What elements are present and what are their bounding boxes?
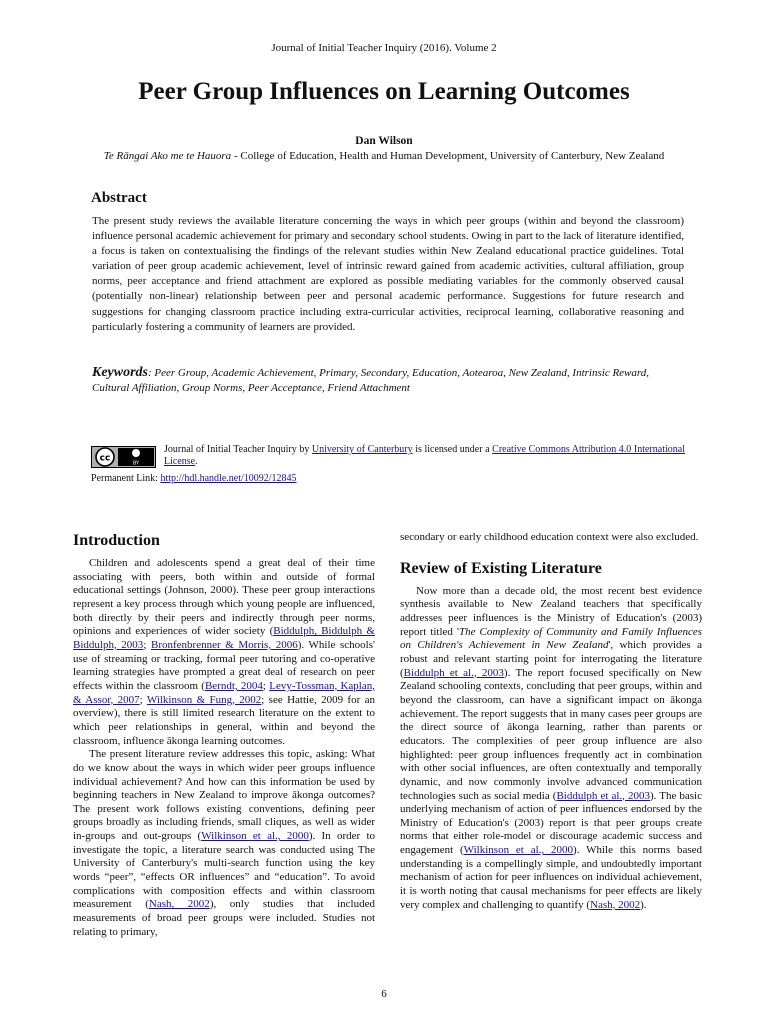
citation-link[interactable]: Berndt, 2004: [204, 679, 263, 692]
abstract-heading: Abstract: [91, 190, 147, 206]
citation-link[interactable]: Biddulph et al., 2003: [556, 789, 650, 802]
introduction-heading: Introduction: [73, 532, 160, 549]
text-span: ;: [143, 638, 151, 651]
text-span: ;: [262, 679, 270, 692]
affiliation-maori-name: Te Rāngai Ako me te Hauora: [103, 150, 232, 162]
citation-link[interactable]: Levy-Tossman, Kaplan, & Assor, 2007: [73, 679, 375, 706]
paper-title: Peer Group Influences on Learning Outcomes: [138, 78, 630, 105]
text-span: ). The basic underlying mechanism of action of peer influences endorsed by the Ministry of Education's (2003) report is that peer groups create norms that either role-model or discourage academic success and engagement (: [400, 789, 702, 857]
citation-link[interactable]: Nash, 2002: [148, 898, 210, 911]
text-span: ).: [640, 898, 647, 911]
text-span: Now more than a decade old, the most recent best evidence synthesis available to New Zealand teachers that specifically addresses peer influences is the Ministry of Education's (2003) report titled ': [400, 584, 702, 638]
citation-link[interactable]: Wilkinson & Fung, 2002: [146, 693, 262, 706]
text-span: ). While this norms based understanding is a compellingly simple, and undoubtedly important mechanism of action for peer influences on individual achievement, it is worth noting that causal mechanisms for peer effects are likely very complex and challenging to quantify (: [400, 844, 702, 911]
text-span: Children and adolescents spend a great deal of their time associating with peers, both within and outside of formal educational settings (Johnson, 2000). These peer group interactions represent a key process through which young people are influenced, both directly by their peers and indirectly through peer norms, opinions and experiences of wider society (: [73, 557, 375, 638]
abstract-text: The present study reviews the available literature concerning the ways in which peer groups (within and beyond the classroom) influence personal academic achievement for primary and secondary school students. Owing in part to the lack of literature identified, a focus is taken on contextualising the findings of the relevant studies within New Zealand educational practice guidelines. Total variation of peer group academic achievement, level of intrinsic reward gained from academic activities, cultural affiliation, group norms, peer acceptance and friend attachment are explored as possible mediating variables for the commonly observed causal (potentially non-linear) relationship between peer and personal academic performance. Suggestions for future research and suggestions for changing classroom practice including extra-curricular activities, reciprocal learning, collaborative reasoning and particularly fostering a community of learners are provided.: [92, 215, 684, 333]
keywords: [92, 365, 684, 396]
keywords-label: Keywords: [92, 365, 148, 380]
badge-by-text: BY: [132, 460, 140, 467]
author-affiliation: [0, 150, 768, 162]
badge-cc-text: cc: [99, 453, 111, 464]
text-span: ). The report focused specifically on New Zealand schooling contexts, concluding that peer groups, within and beyond the classroom, can have a significant impact on ākonga achievement. The report suggests that in many cases peer groups are the direct source of ākonga learning, rather than parents or educators. The complexities of peer group influence are also highlighted: peer group influences frequently act in combination with other social influences, are often contextually and temporally dynamic, and now commonly involve advanced communication technologies such as social media (: [400, 666, 703, 802]
introduction-paragraph-1: [73, 557, 375, 748]
university-link[interactable]: University of Canterbury: [311, 444, 413, 455]
permanent-link-label: Permanent Link:: [91, 473, 161, 484]
right-column: [400, 531, 702, 912]
text-span: ), only studies that included measurements of broad peer groups were included. Studies not relating to primary,: [73, 898, 375, 938]
text-span: ). While schools' use of streaming or tracking, formal peer tutoring and co-operative learning strategies have prompted a great deal of research on peer effects within the classroom (: [73, 638, 375, 692]
cc-license-link[interactable]: Creative Commons Attribution 4.0 International License: [164, 444, 685, 467]
text-span: ). In order to investigate the topic, a literature search was conducted using The University of Canterbury's multi-search function using the key words “peer”, “effects OR influences” and “education”. To avoid complications with composition effects and within classroom measurement (: [73, 830, 376, 911]
text-span: The present literature review addresses this topic, asking: What do we know about the ways in which wider peer groups influence individual achievement? And how can this information be used by beginning teachers in New Zealand to improve ākonga outcomes? The present work follows existing conventions, defining peer groups broadly as including friends, small cliques, as well as wider in-groups and out-groups (: [73, 748, 375, 843]
keywords-list: : Peer Group, Academic Achievement, Primary, Secondary, Education, Aotearoa, New Zealand, Intrinsic Reward, Cultural Affiliation, Group Norms, Peer Acceptance, Friend Attachment: [92, 367, 650, 394]
citation-link[interactable]: Wilkinson et al., 2000: [463, 844, 574, 857]
text-span: ;: [139, 693, 147, 706]
permanent-link[interactable]: http://hdl.handle.net/10092/12845: [160, 473, 297, 484]
affiliation-details: - College of Education, Health and Human Development, University of Canterbury, New Zealand: [231, 150, 665, 162]
license-text: .: [195, 455, 198, 467]
license-statement: [164, 444, 685, 467]
review-heading: Review of Existing Literature: [400, 559, 602, 577]
citation-link[interactable]: Wilkinson et al., 2000: [201, 830, 309, 843]
introduction-paragraph-2: [73, 748, 375, 939]
continued-paragraph: secondary or early childhood education context were also excluded.: [400, 531, 699, 543]
journal-header: Journal of Initial Teacher Inquiry (2016). Volume 2: [271, 42, 497, 54]
review-paragraph-1: [400, 585, 702, 913]
citation-link[interactable]: Biddulph, Biddulph & Biddulph, 2003: [73, 625, 375, 651]
citation-link[interactable]: Nash, 2002: [590, 898, 641, 911]
citation-link[interactable]: Bronfenbrenner & Morris, 2006: [150, 638, 298, 651]
author-name: Dan Wilson: [355, 135, 413, 147]
text-span: ', which provides a robust and relevant starting point for interrogating the literature (: [400, 639, 702, 679]
left-column: [73, 531, 375, 939]
license-text: Journal of Initial Teacher Inquiry by: [164, 444, 312, 455]
creative-commons-badge-icon[interactable]: [91, 446, 156, 468]
report-title: The Complexity of Community and Family Influences on Children's Achievement in New Zealand: [400, 625, 703, 652]
page-number: 6: [381, 988, 387, 1000]
text-span: ; see Hattie, 2009 for an overview), there is still limited research literature on the extent to which peer relationships in general, within and beyond the classroom, influence ākonga learning outcomes.: [73, 693, 375, 747]
license-text: is licensed under a: [412, 444, 493, 455]
citation-link[interactable]: Biddulph et al., 2003: [403, 666, 504, 679]
permanent-link-line: [91, 473, 297, 484]
